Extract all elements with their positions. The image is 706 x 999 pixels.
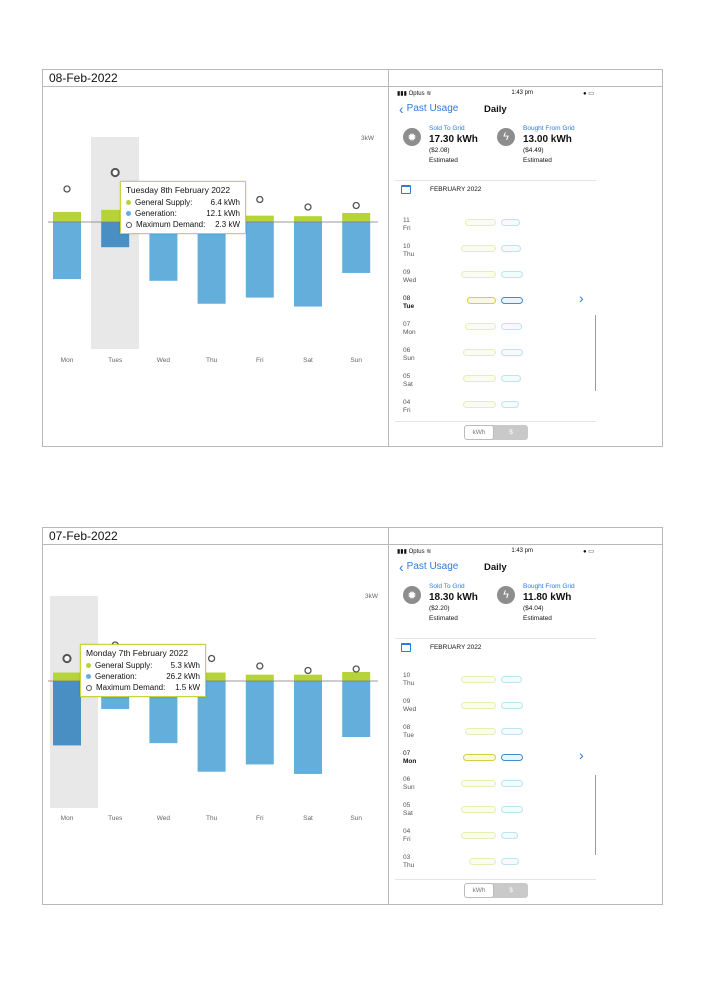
separator	[395, 638, 596, 639]
supply-pill[interactable]	[469, 858, 496, 865]
generation-pill[interactable]	[501, 754, 523, 761]
month-header[interactable]	[401, 643, 481, 652]
tooltip-value: 26.2 kWh	[166, 672, 200, 681]
chevron-right-icon[interactable]: ›	[579, 747, 584, 763]
generation-bar[interactable]	[294, 222, 322, 307]
back-button[interactable]	[399, 558, 459, 575]
lightning-icon: ϟ	[497, 128, 515, 146]
x-tick-label: Sun	[350, 815, 362, 822]
generation-pill[interactable]	[501, 702, 523, 709]
x-tick-label: Thu	[205, 815, 218, 822]
tooltip-label: Maximum Demand:	[136, 220, 206, 229]
kpi-value: 11.80 kWh	[523, 592, 572, 603]
tooltip-row-generation	[86, 671, 200, 682]
generation-pill[interactable]	[501, 271, 523, 278]
generation-pill[interactable]	[501, 245, 521, 252]
supply-pill[interactable]	[463, 349, 496, 356]
supply-bar[interactable]	[246, 675, 274, 681]
usage-panel	[42, 527, 663, 905]
demand-point[interactable]	[63, 655, 70, 662]
bought-kpi	[497, 583, 575, 623]
day-label[interactable]: 11 Fri	[403, 217, 411, 232]
day-label[interactable]: 06 Sun	[403, 347, 415, 362]
kpi-title: Sold To Grid	[429, 125, 465, 132]
kpi-amount: ($2.20)	[429, 605, 450, 612]
demand-dot-icon	[126, 222, 132, 228]
tooltip-row-demand	[86, 682, 200, 693]
back-label: Past Usage	[406, 103, 459, 114]
back-button[interactable]	[399, 100, 459, 117]
generation-pill[interactable]	[501, 375, 521, 382]
demand-point[interactable]	[353, 666, 359, 672]
supply-bar[interactable]	[294, 675, 322, 681]
demand-point[interactable]	[305, 204, 311, 210]
x-tick-label: Sat	[303, 815, 313, 822]
day-label[interactable]: 10 Thu	[403, 672, 415, 687]
x-tick-label: Wed	[156, 357, 171, 364]
tooltip-label: Generation:	[95, 672, 137, 681]
x-labels	[61, 815, 363, 822]
x-tick-label: Mon	[60, 357, 74, 364]
view-title: Daily	[484, 562, 507, 573]
unit-toggle[interactable]	[464, 425, 528, 440]
kpi-note: Estimated	[523, 157, 552, 164]
carrier: ▮▮▮ Optus ≋	[397, 90, 432, 97]
day-label[interactable]: 05 Sat	[403, 802, 413, 817]
day-label[interactable]: 04 Fri	[403, 828, 411, 843]
generation-bar[interactable]	[198, 222, 226, 304]
supply-bar[interactable]	[342, 213, 370, 222]
x-tick-label: Fri	[256, 815, 264, 822]
month-label: FEBRUARY 2022	[430, 186, 482, 193]
lightning-icon: ϟ	[497, 586, 515, 604]
sun-icon: ✹	[403, 128, 421, 146]
generation-pill[interactable]	[501, 219, 520, 226]
axis-label: 3kW	[365, 593, 378, 600]
tooltip-value: 2.3 kW	[215, 220, 240, 229]
back-label: Past Usage	[406, 561, 459, 572]
tooltip-value: 12.1 kWh	[206, 209, 240, 218]
x-labels	[61, 357, 363, 364]
month-label: FEBRUARY 2022	[430, 644, 482, 651]
generation-pill[interactable]	[501, 780, 523, 787]
supply-pill[interactable]	[461, 702, 496, 709]
tooltip-title: Tuesday 8th February 2022	[126, 185, 231, 195]
axis-label: 3kW	[361, 135, 374, 142]
tooltip-row-demand	[126, 219, 240, 230]
generation-pill[interactable]	[501, 401, 519, 408]
view-title: Daily	[484, 104, 507, 115]
supply-dot-icon	[86, 663, 91, 668]
x-tick-label: Tues	[108, 357, 123, 364]
kpi-title: Bought From Grid	[523, 125, 575, 132]
supply-pill[interactable]	[461, 676, 496, 683]
kpi-value: 17.30 kWh	[429, 134, 478, 145]
supply-pill[interactable]	[465, 728, 496, 735]
battery-icon: ● ▭	[583, 90, 594, 97]
generation-pill[interactable]	[501, 676, 522, 683]
supply-bar[interactable]	[53, 212, 81, 222]
supply-pill[interactable]	[461, 832, 496, 839]
tooltip-value: 5.3 kWh	[170, 661, 200, 670]
supply-pill[interactable]	[461, 245, 496, 252]
demand-point[interactable]	[64, 186, 70, 192]
battery-icon: ● ▭	[583, 548, 594, 555]
x-tick-label: Wed	[156, 815, 171, 822]
day-label[interactable]: 05 Sat	[403, 373, 413, 388]
day-label[interactable]: 04 Fri	[403, 399, 411, 414]
supply-bar[interactable]	[53, 673, 81, 681]
day-label-selected[interactable]: 08 Tue	[403, 295, 415, 310]
day-label-selected[interactable]: 07 Mon	[403, 750, 417, 765]
demand-dot-icon	[86, 685, 92, 691]
generation-bar[interactable]	[53, 222, 81, 279]
supply-pill[interactable]	[461, 271, 496, 278]
tooltip-label: General Supply:	[135, 198, 193, 207]
kwh-toggle-button[interactable]: kWh	[464, 883, 494, 898]
sold-kpi	[403, 125, 478, 165]
generation-dot-icon	[86, 674, 91, 679]
day-label[interactable]: 08 Tue	[403, 724, 414, 739]
supply-pill[interactable]	[463, 375, 496, 382]
separator	[395, 879, 596, 880]
day-label[interactable]: 09 Wed	[403, 698, 417, 713]
unit-toggle[interactable]	[464, 883, 528, 898]
kpi-note: Estimated	[429, 615, 458, 622]
phone-screen	[389, 545, 662, 904]
day-label[interactable]: 06 Sun	[403, 776, 415, 791]
x-tick-label: Tues	[108, 815, 123, 822]
usage-panel	[42, 69, 663, 447]
generation-bar[interactable]	[294, 681, 322, 774]
panel-header-blank	[389, 70, 662, 87]
generation-bar[interactable]	[342, 681, 370, 737]
kpi-title: Bought From Grid	[523, 583, 575, 590]
status-bar	[397, 547, 654, 555]
generation-bar[interactable]	[342, 222, 370, 273]
x-tick-label: Mon	[60, 815, 74, 822]
tooltip-row-supply	[86, 660, 200, 671]
generation-pill[interactable]	[501, 297, 523, 304]
panel-header-blank	[389, 528, 662, 545]
supply-bar[interactable]	[294, 216, 322, 222]
generation-pill[interactable]	[501, 832, 518, 839]
kpi-amount: ($4.49)	[523, 147, 544, 154]
calendar-icon	[401, 185, 411, 194]
generation-pill[interactable]	[501, 858, 519, 865]
kpi-note: Estimated	[429, 157, 458, 164]
x-tick-label: Sat	[303, 357, 313, 364]
generation-bar[interactable]	[246, 222, 274, 298]
supply-pill[interactable]	[461, 780, 496, 787]
sold-kpi	[403, 583, 478, 623]
generation-dot-icon	[126, 211, 131, 216]
tooltip-value: 6.4 kWh	[210, 198, 240, 207]
supply-bar[interactable]	[342, 672, 370, 681]
supply-bar[interactable]	[246, 216, 274, 222]
x-tick-label: Sun	[350, 357, 362, 364]
generation-pill[interactable]	[501, 323, 522, 330]
chevron-left-icon: ‹	[399, 100, 404, 117]
clock: 1:43 pm	[511, 90, 533, 96]
supply-pill[interactable]	[461, 806, 496, 813]
demand-point[interactable]	[305, 668, 311, 674]
chart-tooltip	[80, 644, 206, 697]
day-label[interactable]: 07 Mon	[403, 321, 416, 336]
kpi-amount: ($4.04)	[523, 605, 544, 612]
status-bar	[397, 89, 654, 97]
tooltip-label: General Supply:	[95, 661, 153, 670]
kpi-value: 13.00 kWh	[523, 134, 572, 145]
separator	[395, 180, 596, 181]
chevron-left-icon: ‹	[399, 558, 404, 575]
supply-pill[interactable]	[467, 297, 496, 304]
demand-point[interactable]	[257, 197, 263, 203]
separator	[395, 421, 596, 422]
calendar-icon	[401, 643, 411, 652]
demand-point[interactable]	[257, 663, 263, 669]
scrollbar[interactable]	[595, 775, 596, 855]
tooltip-value: 1.5 kW	[175, 683, 200, 692]
chart-tooltip	[120, 181, 246, 234]
demand-point[interactable]	[209, 656, 215, 662]
dollar-toggle-button[interactable]: $	[509, 887, 513, 894]
kpi-amount: ($2.08)	[429, 147, 450, 154]
sun-icon: ✹	[403, 586, 421, 604]
generation-bar[interactable]	[53, 681, 81, 745]
chevron-right-icon[interactable]: ›	[579, 290, 584, 306]
generation-pill[interactable]	[501, 349, 523, 356]
panel-date: 07-Feb-2022	[43, 528, 389, 545]
x-tick-label: Thu	[205, 357, 218, 364]
clock: 1:43 pm	[511, 548, 533, 554]
generation-pill[interactable]	[501, 806, 523, 813]
kwh-toggle-button[interactable]: kWh	[464, 425, 494, 440]
scrollbar[interactable]	[595, 315, 596, 391]
bought-kpi	[497, 125, 575, 165]
day-label[interactable]: 03 Thu	[403, 854, 415, 869]
tooltip-row-generation	[126, 208, 240, 219]
carrier: ▮▮▮ Optus ≋	[397, 548, 432, 555]
generation-bar[interactable]	[246, 681, 274, 764]
tooltip-title: Monday 7th February 2022	[86, 648, 189, 658]
generation-pill[interactable]	[501, 728, 523, 735]
supply-pill[interactable]	[463, 401, 496, 408]
kpi-note: Estimated	[523, 615, 552, 622]
supply-pill[interactable]	[465, 219, 496, 226]
kpi-title: Sold To Grid	[429, 583, 465, 590]
panel-date: 08-Feb-2022	[43, 70, 389, 87]
day-label[interactable]: 09 Wed	[403, 269, 417, 284]
supply-pill[interactable]	[463, 754, 496, 761]
dollar-toggle-button[interactable]: $	[509, 429, 513, 436]
month-header[interactable]	[401, 185, 481, 194]
x-tick-label: Fri	[256, 357, 264, 364]
tooltip-row-supply	[126, 197, 240, 208]
phone-screen	[389, 87, 662, 446]
demand-point[interactable]	[353, 203, 359, 209]
kpi-value: 18.30 kWh	[429, 592, 478, 603]
day-label[interactable]: 10 Thu	[403, 243, 415, 258]
supply-pill[interactable]	[465, 323, 496, 330]
supply-dot-icon	[126, 200, 131, 205]
tooltip-label: Generation:	[135, 209, 177, 218]
demand-point[interactable]	[112, 169, 119, 176]
tooltip-label: Maximum Demand:	[96, 683, 166, 692]
